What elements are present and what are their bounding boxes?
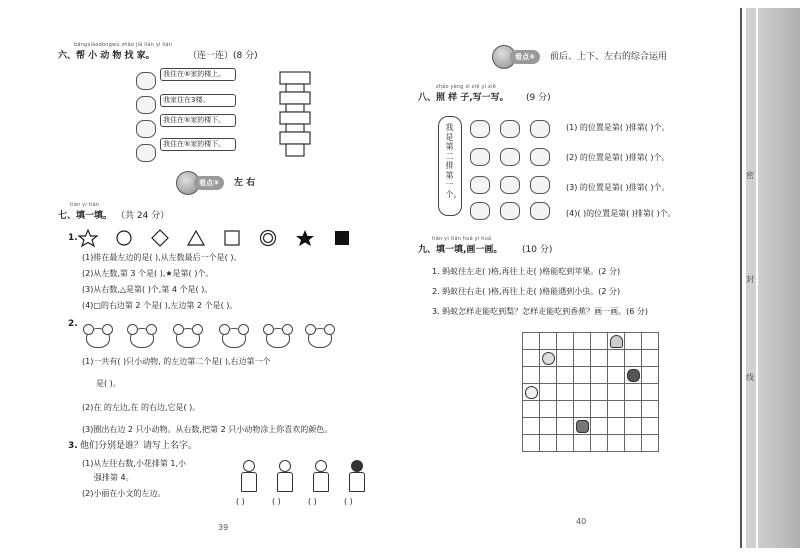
child-figure-icon [312, 460, 328, 490]
child-figure-icon [276, 460, 292, 490]
grid-cell[interactable] [556, 349, 574, 367]
badge-label: 看点③ [194, 176, 224, 190]
house-chip[interactable]: 我住在⑤家的楼下。 [160, 114, 236, 127]
page-edge [758, 8, 800, 548]
house-chip[interactable]: 我住在⑤家的楼下。 [160, 138, 236, 151]
grid-cell[interactable] [539, 332, 557, 350]
sec8-line: (1) 的位置是第( )排第( )个。 [566, 123, 670, 132]
q1-line: (4)□的右边第 2 个是( ),左边第 2 个是( )。 [82, 301, 238, 310]
grid-cell[interactable] [539, 366, 557, 384]
grid-cell[interactable] [573, 434, 591, 452]
grid-cell[interactable] [573, 366, 591, 384]
grid-cell[interactable] [522, 417, 540, 435]
sec8-sub: (9 分) [526, 93, 551, 103]
sec8-title: 八、照 样 子,写一写。 [418, 93, 509, 103]
margin-char: 密 [746, 171, 754, 180]
mouse-face-icon [266, 328, 290, 348]
q1-line: (1)排在最左边的是( ),从左数最后一个是( )。 [82, 253, 242, 262]
pear-icon [525, 386, 538, 399]
building-illustration [276, 70, 314, 160]
grid-cell[interactable] [522, 434, 540, 452]
mouse-face-icon [222, 328, 246, 348]
mouse-icon [530, 176, 550, 194]
sec9-line: 2. 蚂蚁往右走( )格,再往上走( )格能遇到小虫。(2 分) [432, 287, 621, 296]
page-number: 40 [576, 517, 587, 526]
grid-cell[interactable] [641, 434, 659, 452]
animal-icon [136, 120, 156, 138]
sec7-sub: （共 24 分） [116, 211, 170, 221]
grid-cell[interactable] [573, 349, 591, 367]
grid-cell[interactable] [607, 400, 625, 418]
grid-cell[interactable] [607, 383, 625, 401]
grid-cell[interactable] [556, 366, 574, 384]
q3-line: (2)小丽在小文的左边。 [82, 489, 166, 498]
sec8-line: (3) 的位置是第( )排第( )个。 [566, 183, 670, 192]
grid-cell[interactable] [624, 417, 642, 435]
double-circle-icon [261, 231, 276, 246]
grid-cell[interactable] [573, 400, 591, 418]
name-blank[interactable]: ( ) [344, 497, 353, 506]
sec6-pinyin: bāngxiǎodòngwù zhǎo jiā lián yi lián [74, 42, 173, 48]
grid-cell[interactable] [522, 332, 540, 350]
grid-cell[interactable] [641, 417, 659, 435]
grid-cell[interactable] [573, 332, 591, 350]
animal-chip-group [130, 66, 250, 166]
ant-icon [470, 176, 490, 194]
name-blank[interactable]: ( ) [272, 497, 281, 506]
sec9-title: 九、填一填,画一画。 [418, 245, 503, 255]
sec8-pinyin: zhào yàng zi xiě yi xiě [436, 84, 497, 90]
grid-cell[interactable] [556, 417, 574, 435]
grid-cell[interactable] [539, 400, 557, 418]
q2-line: (1)一共有( )只小动物, 的左边第二个是( ),右边第一个 [82, 357, 271, 366]
name-blank[interactable]: ( ) [236, 497, 245, 506]
animal-icon [136, 144, 156, 162]
grid-cell[interactable] [556, 332, 574, 350]
grid-cell[interactable] [590, 383, 608, 401]
badge-title: 前后、上下、左右的综合运用 [549, 52, 667, 62]
sec7-title: 七、填一填。 [58, 211, 113, 221]
sec7-pinyin: tián yi tián [70, 202, 100, 208]
grid-cell[interactable] [556, 383, 574, 401]
grid-cell[interactable] [590, 366, 608, 384]
margin-char: 封 [746, 275, 754, 284]
grid-cell[interactable] [556, 400, 574, 418]
grid-cell[interactable] [522, 349, 540, 367]
grid-cell[interactable] [607, 417, 625, 435]
q2-line: (3)圈出右边 2 只小动物。从右数,把第 2 只小动物涂上你喜欢的颜色。 [82, 425, 333, 434]
sec9-line: 1. 蚂蚁往左走( )格,再往上走( )格能吃到苹果。(2 分) [432, 267, 621, 276]
grid-cell[interactable] [590, 434, 608, 452]
house-chip[interactable]: 我住在⑤家的楼上。 [160, 68, 236, 81]
square-filled-icon [335, 231, 349, 245]
triangle-icon [188, 231, 204, 245]
diamond-icon [152, 230, 168, 246]
binding-line [740, 8, 742, 548]
animal-grid [466, 116, 558, 220]
grid-cell[interactable] [522, 366, 540, 384]
grid-cell[interactable] [590, 400, 608, 418]
sec8-line: (2) 的位置是第( )排第( )个。 [566, 153, 670, 162]
grid-cell[interactable] [590, 332, 608, 350]
grid-cell[interactable] [624, 349, 642, 367]
lesson-badge [176, 171, 255, 195]
sec6-title: 六、帮 小 动 物 找 家。 [58, 51, 155, 61]
grid-cell[interactable] [641, 349, 659, 367]
child-figure-icon [240, 460, 256, 490]
vertical-text: 我是第二排第一个。 [445, 123, 462, 199]
star-filled-icon [296, 230, 314, 246]
ant-icon [576, 420, 589, 433]
fox-icon [500, 148, 520, 166]
grid-cell[interactable] [607, 366, 625, 384]
grid-cell[interactable] [624, 434, 642, 452]
star-outline-icon [79, 230, 97, 246]
grid-cell[interactable] [641, 332, 659, 350]
swan-icon [530, 202, 550, 220]
grid-cell[interactable] [556, 434, 574, 452]
rabbit-icon [500, 202, 520, 220]
mouse-face-icon [86, 328, 110, 348]
circle-icon [117, 231, 131, 245]
q3-line: 强排第 4。 [94, 473, 134, 482]
sec9-pinyin: tián yi tián huà yi huà [432, 236, 492, 242]
grid-cell[interactable] [522, 400, 540, 418]
grid-cell[interactable] [590, 349, 608, 367]
badge-title: 左 右 [233, 178, 256, 188]
deer-icon [500, 120, 520, 138]
margin-char: 线 [746, 373, 754, 382]
q3-line: (1)从左往右数,小花排第 1,小 [82, 459, 187, 468]
square-icon [225, 231, 239, 245]
q2-line: (2)在 的左边,在 的右边,它是( )。 [82, 403, 201, 412]
badge-label: 看点④ [510, 50, 540, 64]
grid-cell[interactable] [641, 383, 659, 401]
grid-cell[interactable] [539, 417, 557, 435]
sec8-line: (4)( )的位置是第( )排第( )个。 [566, 209, 676, 218]
grid-cell[interactable] [641, 366, 659, 384]
lesson-badge [492, 45, 667, 69]
animal-icon [136, 96, 156, 114]
grid-cell[interactable] [590, 417, 608, 435]
rooster-icon [500, 176, 520, 194]
mouse-face-icon [130, 328, 154, 348]
mouse-face-icon [308, 328, 332, 348]
grid-cell[interactable] [624, 400, 642, 418]
q2-line: 是( )。 [96, 379, 121, 388]
apple-icon [542, 352, 555, 365]
ant-path-grid[interactable] [522, 332, 658, 452]
animal-icon [136, 72, 156, 90]
sec9-sub: (10 分) [522, 245, 553, 255]
dolphin-icon [530, 148, 550, 166]
q2-number: 2. [68, 319, 78, 329]
grid-cell[interactable] [539, 383, 557, 401]
q1-number: 1. [68, 233, 78, 243]
speech-bubble [438, 116, 462, 216]
grid-cell[interactable] [539, 434, 557, 452]
sec6-sub: （连一连）(8 分) [188, 51, 258, 61]
sec9-line: 3. 蚂蚁怎样走能吃到梨？怎样走能吃到香蕉？画一画。(6 分) [432, 307, 649, 316]
bug-icon [627, 369, 640, 382]
elephant-icon [470, 120, 490, 138]
q3-text: 他们分别是谁？请写上名字。 [80, 441, 198, 451]
grid-cell[interactable] [624, 332, 642, 350]
child-figure-icon [348, 460, 364, 490]
house-chip[interactable]: 我家住在3楼。 [160, 94, 236, 107]
sheep-icon [470, 148, 490, 166]
name-blank[interactable]: ( ) [308, 497, 317, 506]
q3-number: 3. [68, 441, 78, 451]
snake-icon [470, 202, 490, 220]
grid-cell[interactable] [624, 383, 642, 401]
banana-icon [610, 335, 623, 348]
grid-cell[interactable] [641, 400, 659, 418]
grid-cell[interactable] [573, 383, 591, 401]
q1-line: (2)从左数,第 3 个是( ),★是第( )个。 [82, 269, 214, 278]
shape-row [78, 228, 358, 248]
fish-icon [530, 120, 550, 138]
page-number: 39 [218, 523, 229, 532]
q1-line: (3)从右数,△是第( )个,第 4 个是( )。 [82, 285, 213, 294]
mouse-row [80, 322, 330, 346]
grid-cell[interactable] [607, 349, 625, 367]
grid-cell[interactable] [607, 434, 625, 452]
mouse-face-icon [176, 328, 200, 348]
